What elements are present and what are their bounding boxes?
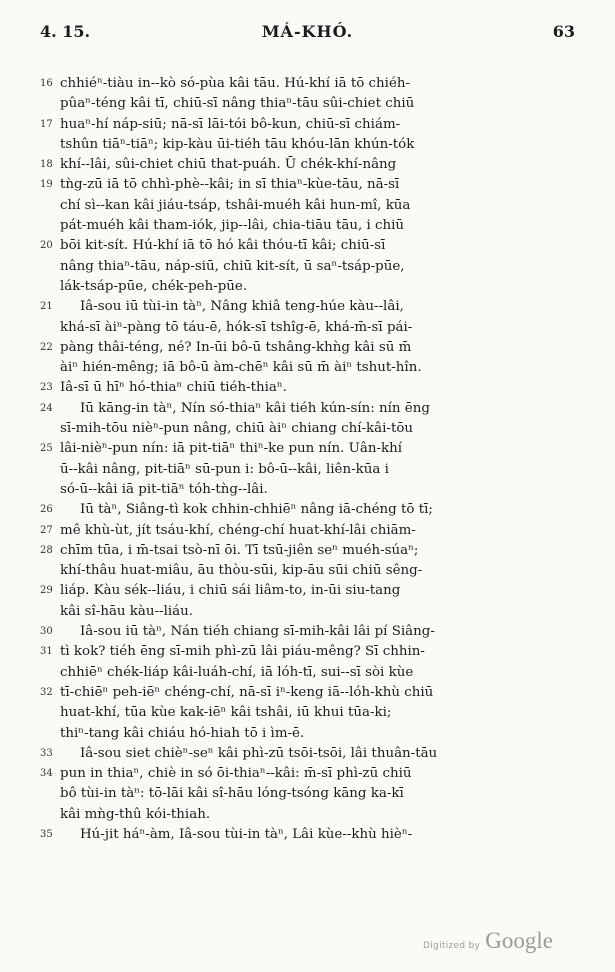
line-text: àiⁿ hién-mêng; iā bô-ū àm-chēⁿ kâi sū m̄ àiⁿ tshut-hîn. <box>60 360 422 376</box>
verse-number: 35 <box>40 828 53 840</box>
text-line <box>40 236 575 256</box>
line-text: lâi-nièⁿ-pun nín: iā pit-tiāⁿ thiⁿ-ke pun nín. Uân-khí <box>60 441 403 457</box>
line-text: thiⁿ-tang kâi chiáu hó-hiah tō i ìm-ē. <box>60 725 305 741</box>
verse-number: 17 <box>40 118 53 130</box>
digitized-watermark <box>423 928 553 954</box>
line-text: tì kok? tiéh ēng sī-mih phì-zū lâi piáu-mêng? Sī chhin- <box>60 644 425 660</box>
text-line <box>40 378 575 398</box>
text-line <box>40 338 575 358</box>
text-line <box>40 744 575 764</box>
text-line <box>40 419 575 439</box>
line-text: khí-thâu huat-miâu, āu thòu-sūi, kip-āu sūi chiū sêng- <box>60 563 423 579</box>
line-text: mê khù-ùt, jít tsáu-khí, chéng-chí huat-khí-lâi chiām- <box>60 522 416 538</box>
google-logo: Google <box>485 928 553 953</box>
text-line <box>40 521 575 541</box>
verse-number: 32 <box>40 686 53 698</box>
text-line <box>40 277 575 297</box>
verse-number: 18 <box>40 159 53 171</box>
verse-number: 27 <box>40 524 53 536</box>
line-text: tī-chiēⁿ peh-iēⁿ chéng-chí, nā-sī iⁿ-keng iā--lóh-khù chiū <box>60 684 434 700</box>
page-title: MÁ-KHÓ. <box>261 22 354 41</box>
digitized-by-label: Digitized by <box>423 941 481 951</box>
line-text: tǹg-zū iā tō chhì-phè--kâi; in sī thiaⁿ-kùe-tāu, nā-sī <box>60 177 400 193</box>
line-text: Iâ-sou siet chièⁿ-seⁿ kâi phì-zū tsōi-tsōi, lâi thuân-tāu <box>80 745 438 761</box>
text-line <box>40 196 575 216</box>
text-line <box>40 74 575 94</box>
line-text: kâi sî-hāu kàu--liáu. <box>60 603 194 619</box>
line-text: Iâ-sou iū tàⁿ, Nán tiéh chiang sī-mih-kâi lâi pí Siâng- <box>80 624 435 640</box>
verse-number: 30 <box>40 626 53 638</box>
line-text: sī-mih-tōu nièⁿ-pun nâng, chiū àiⁿ chiang chí-kâi-tōu <box>60 421 414 437</box>
verse-number: 29 <box>40 585 53 597</box>
text-line <box>40 257 575 277</box>
verse-number: 28 <box>40 544 53 556</box>
text-line <box>40 500 575 520</box>
line-text: Iâ-sī ū hīⁿ hó-thiaⁿ chiū tiéh-thiaⁿ. <box>60 380 287 396</box>
line-text: khá-sī àiⁿ-pàng tō táu-ē, hók-sī tshîg-ē, khá-m̄-sī pái- <box>60 319 413 335</box>
line-text: Hú-jit háⁿ-àm, Iâ-sou tùi-in tàⁿ, Lâi kùe--khù hièⁿ- <box>80 826 413 842</box>
text-line <box>40 460 575 480</box>
line-text: Iū kāng-in tàⁿ, Nín só-thiaⁿ kâi tiéh kún-sín: nín ēng <box>80 400 430 416</box>
verse-number: 22 <box>40 341 53 353</box>
text-line <box>40 622 575 642</box>
line-text: huaⁿ-hí náp-siū; nā-sī lāi-tói bô-kun, chiū-sī chiám- <box>60 116 401 132</box>
line-text: chhiéⁿ-tiàu in--kò só-pùa kâi tāu. Hú-khí iā tō chiéh- <box>60 76 411 91</box>
verse-number: 23 <box>40 382 53 394</box>
line-text: bô tùi-in tàⁿ: tō-lāi kâi sî-hāu lóng-tsóng kāng ka-kī <box>60 786 404 802</box>
verse-number: 26 <box>40 504 53 516</box>
line-text: pûaⁿ-téng kâi tī, chiū-sī nâng thiaⁿ-tāu sûi-chiet chiū <box>60 96 415 112</box>
text-line <box>40 115 575 135</box>
page-number: 63 <box>552 22 575 41</box>
line-text: pun in thiaⁿ, chiè in só ōi-thiaⁿ--kâi: m̄-sī phì-zū chiū <box>60 766 412 782</box>
text-line <box>40 642 575 662</box>
text-line <box>40 135 575 155</box>
verse-number: 24 <box>40 402 53 414</box>
line-text: pát-muéh kâi tham-iók, jip--lâi, chia-tiāu tāu, i chiū <box>60 218 405 234</box>
line-text: huat-khí, tūa kùe kak-iēⁿ kâi tshâi, iū khui tūa-ki; <box>60 705 392 721</box>
line-text: khí--lâi, sûi-chiet chiū that-puáh. Ū chék-khí-nâng <box>60 157 397 173</box>
line-text: kâi mǹg-thû kói-thiah. <box>60 806 211 822</box>
verse-number: 21 <box>40 301 53 313</box>
line-text: só-ū--kâi iā pit-tiāⁿ tóh-tǹg--lâi. <box>60 481 268 497</box>
verse-number: 20 <box>40 240 53 252</box>
verse-number: 19 <box>40 179 53 191</box>
page-header <box>40 22 575 50</box>
text-line <box>40 318 575 338</box>
text-line <box>40 561 575 581</box>
line-text: nâng thiaⁿ-tāu, náp-siū, chiū kit-sít, ū saⁿ-tsáp-pūe, <box>60 258 405 274</box>
text-line <box>40 663 575 683</box>
line-text: liáp. Kàu sék--liáu, i chiū sái liâm-to, in-ūi siu-tang <box>60 583 401 599</box>
line-text: chí sì--kan kâi jiáu-tsáp, tshâi-muéh kâi hun-mî, kūa <box>60 197 411 213</box>
text-line <box>40 541 575 561</box>
line-text: chīm tūa, i m̄-tsai tsò-nī ōi. Tī tsū-jiên seⁿ muéh-súaⁿ; <box>60 542 419 558</box>
chapter-verse-ref: 4. 15. <box>40 22 91 41</box>
text-line <box>40 94 575 114</box>
text-line <box>40 155 575 175</box>
line-text: bōi kit-sít. Hú-khí iā tō hó kâi thóu-tī kâi; chiū-sī <box>60 238 386 254</box>
text-line <box>40 439 575 459</box>
text-line <box>40 216 575 236</box>
text-line <box>40 683 575 703</box>
text-line <box>40 175 575 195</box>
text-line <box>40 764 575 784</box>
text-line <box>40 297 575 317</box>
text-line <box>40 805 575 825</box>
text-line <box>40 784 575 804</box>
line-text: Iū tàⁿ, Siâng-tì kok chhin-chhiēⁿ nâng iā-chéng tō tī; <box>80 502 433 518</box>
text-line <box>40 581 575 601</box>
text-line <box>40 602 575 622</box>
text-body <box>40 74 575 845</box>
line-text: pàng thâi-téng, né? In-ūi bô-ū tshâng-khǹg kâi sū m̄ <box>60 339 412 355</box>
line-text: ū--kâi nâng, pit-tiāⁿ sū-pun i: bô-ū--kâi, liên-kūa i <box>60 461 389 477</box>
line-text: chhiēⁿ chék-liáp kâi-luáh-chí, iā lóh-tī, sui--sī sòi kùe <box>60 664 414 680</box>
verse-number: 25 <box>40 443 53 455</box>
verse-number: 34 <box>40 768 53 780</box>
verse-number: 33 <box>40 747 53 759</box>
text-line <box>40 724 575 744</box>
line-text: tshûn tiāⁿ-tiāⁿ; kip-kàu ūi-tiéh tāu khóu-lān khún-tók <box>60 136 415 152</box>
text-line <box>40 825 575 845</box>
text-line <box>40 703 575 723</box>
verse-number: 31 <box>40 646 53 658</box>
line-text: lák-tsáp-pūe, chék-peh-pūe. <box>60 278 248 294</box>
text-line <box>40 480 575 500</box>
line-text: Iâ-sou iū tùi-in tàⁿ, Nâng khiâ teng-húe kàu--lâi, <box>80 299 404 315</box>
text-line <box>40 399 575 419</box>
verse-number: 16 <box>40 78 53 89</box>
text-line <box>40 358 575 378</box>
